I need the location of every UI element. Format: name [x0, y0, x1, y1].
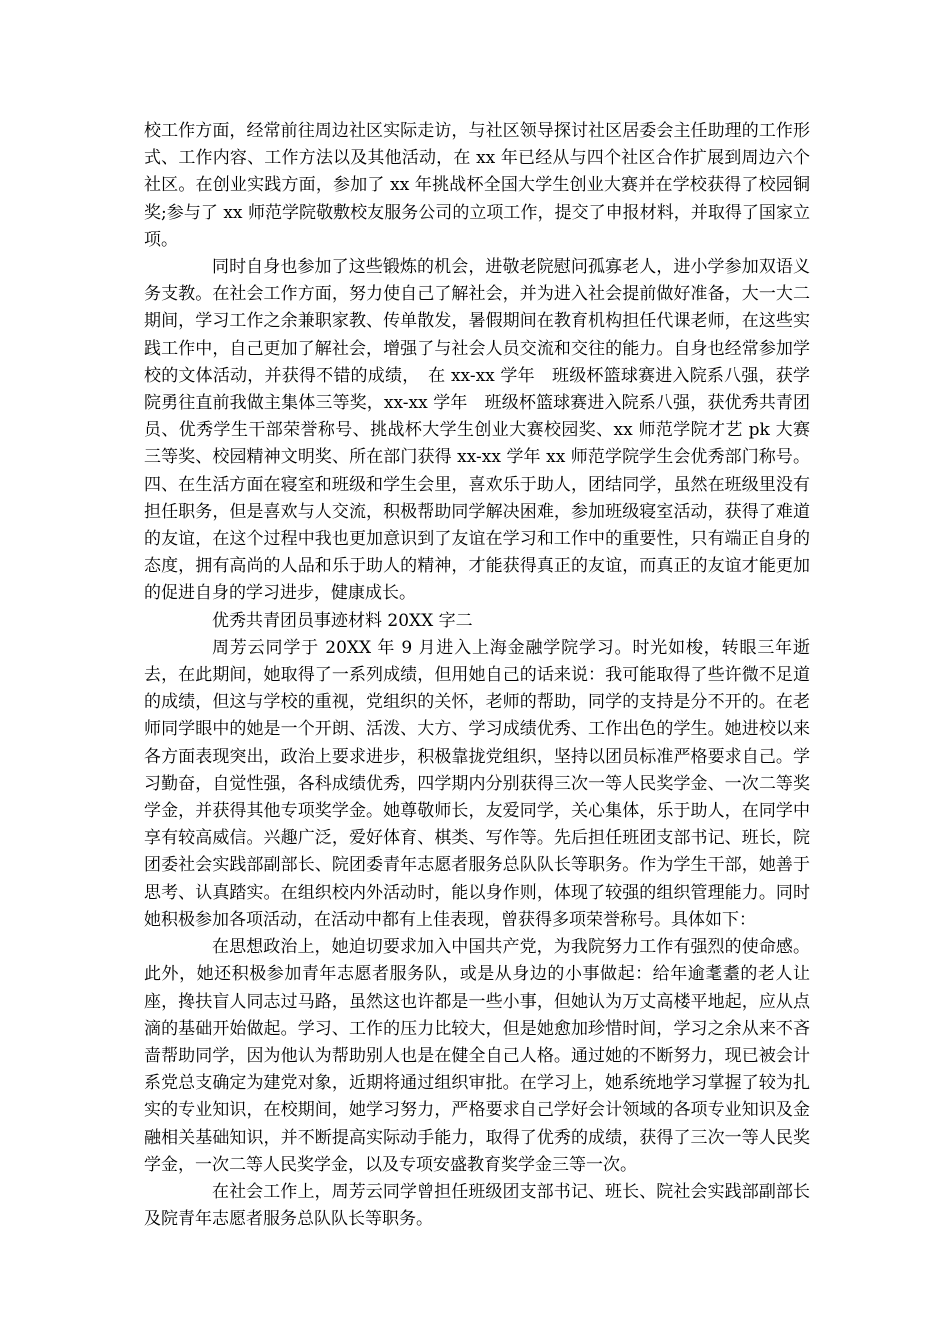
paragraph-continuation: 校工作方面，经常前往周边社区实际走访，与社区领导探讨社区居委会主任助理的工作形式、工作内容、工作方法以及其他活动，在 xx 年已经从与四个社区合作扩展到周边六个社区。在创业实践方面，参加了 xx 年挑战杯全国大学生创业大赛并在学校获得了校园铜奖;参与了 xx 师范学院敬敷校友服务公司的立项工作，提交了申报材料，并取得了国家立项。 [144, 121, 810, 250]
paragraph-social-work: 在社会工作上，周芳云同学曾担任班级团支部书记、班长、院社会实践部副部长及院青年志愿者服务总队队长等职务。 [144, 1181, 810, 1230]
paragraph-political-study: 在思想政治上，她迫切要求加入中国共产党，为我院努力工作有强烈的使命感。此外，她还积极参加青年志愿者服务队，或是从身边的小事做起：给年逾耄耋的老人让座，搀扶盲人同志过马路，虽然这也许都是一些小事，但她认为万丈高楼平地起，应从点滴的基础开始做起。学习、工作的压力比较大，但是她愈加珍惜时间，学习之余从来不吝啬帮助同学，因为他认为帮助别人也是在健全自己人格。通过她的不断努力，现已被会计系党总支确定为建党对象，近期将通过组织审批。在学习上，她系统地学习掌握了较为扎实的专业知识，在校期间，她学习努力，严格要求自己学好会计领域的各项专业知识及金融相关基础知识，并不断提高实际动手能力，取得了优秀的成绩，获得了三次一等人民奖学金，一次二等人民奖学金，以及专项安盛教育奖学金三等一次。 [144, 937, 810, 1175]
document-page [144, 118, 810, 1233]
paragraph-introduction: 周芳云同学于 20XX 年 9 月进入上海金融学院学习。时光如梭，转眼三年逝去，在此期间，她取得了一系列成绩，但用她自己的话来说：我可能取得了些许微不足道的成绩，但这与学校的重视，党组织的关怀，老师的帮助，同学的支持是分不开的。在老师同学眼中的她是一个开朗、活泼、大方、学习成绩优秀、工作出色的学生。她进校以来各方面表现突出，政治上要求进步，积极靠拢党组织，坚持以团员标准严格要求自己。学习勤奋，自觉性强，各科成绩优秀，四学期内分别获得三次一等人民奖学金、一次二等奖学金，并获得其他专项奖学金。她尊敬师长，友爱同学，关心集体，乐于助人，在同学中享有较高威信。兴趣广泛，爱好体育、棋类、写作等。先后担任班团支部书记、班长，院团委社会实践部副部长、院团委青年志愿者服务总队队长等职务。作为学生干部，她善于思考、认真踏实。在组织校内外活动时，能以身作则，体现了较强的组织管理能力。同时她积极参加各项活动，在活动中都有上佳表现，曾获得多项荣誉称号。具体如下： [144, 637, 810, 930]
paragraph-activities: 同时自身也参加了这些锻炼的机会，进敬老院慰问孤寡老人，进小学参加双语义务支教。在社会工作方面，努力使自己了解社会，并为进入社会提前做好准备，大一大二期间，学习工作之余兼职家教、传单散发，暑假期间在教育机构担任代课老师，在这些实践工作中，自己更加了解社会，增强了与社会人员交流和交往的能力。自身也经常参加学校的文体活动，并获得不错的成绩， 在 xx-xx 学年 班级杯篮球赛进入院系八强，获学院勇往直前我做主集体三等奖，xx-xx 学年 班级杯篮球赛进入院系八强，获优秀共青团员、优秀学生干部荣誉称号、挑战杯大学生创业大赛校园奖、xx 师范学院才艺 pk 大赛三等奖、校园精神文明奖、所在部门获得 xx-xx 学年 xx 师范学院学生会优秀部门称号。四、在生活方面在寝室和班级和学生会里，喜欢乐于助人，团结同学，虽然在班级里没有担任职务，但是喜欢与人交流，积极帮助同学解决困难，参加班级寝室活动，获得了难道的友谊，在这个过程中我也更加意识到了友谊在学习和工作中的重要性，只有端正自身的态度，拥有高尚的人品和乐于助人的精神，才能获得真正的友谊，而真正的友谊才能更加的促进自身的学习进步，健康成长。 [144, 257, 810, 604]
section-heading: 优秀共青团员事迹材料 20XX 字二 [212, 610, 473, 631]
